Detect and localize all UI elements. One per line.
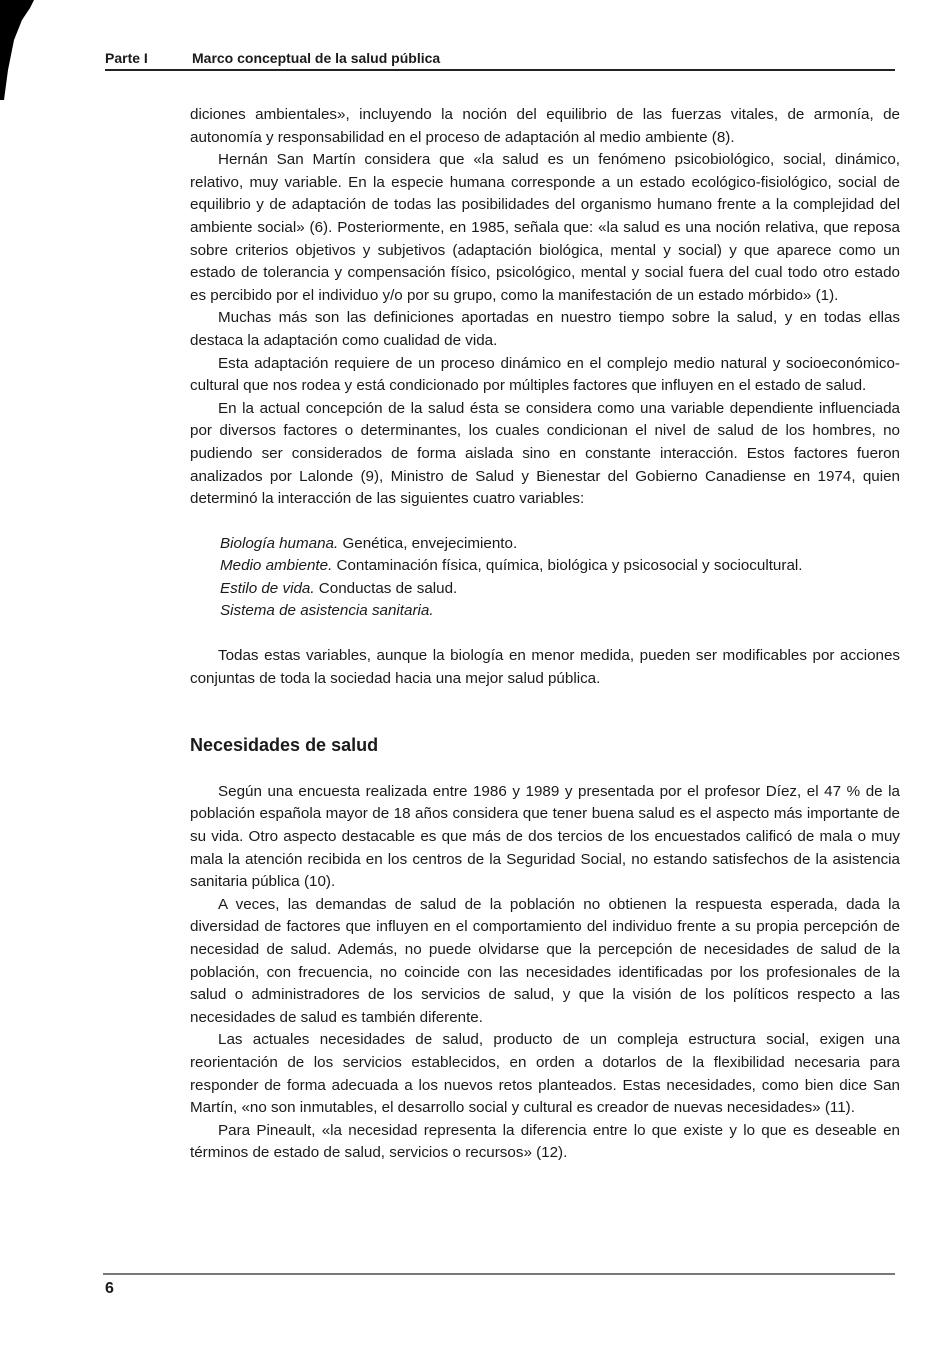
footer-rule bbox=[103, 1273, 895, 1275]
list-item: Biología humana. Genética, envejecimiento. bbox=[220, 534, 518, 552]
list-item: Sistema de asistencia sanitaria. bbox=[220, 602, 434, 620]
page-body bbox=[190, 104, 900, 1165]
chapter-title: Marco conceptual de la salud pública bbox=[192, 50, 441, 66]
paragraph: Las actuales necesidades de salud, producto de un compleja estructura social, exigen una reorientación de los servicios establecidos, en orden a dotarlos de la flexibilidad necesaria para responder de forma adecuada a los nuevos retos planteados. Estas necesidades, como bien dice San Martín, «no son inmutables, el desarrollo social y cultural es creador de nuevas necesidades» (11). bbox=[190, 1031, 900, 1117]
header-rule bbox=[105, 69, 895, 71]
paragraph: diciones ambientales», incluyendo la noción del equilibrio de las fuerzas vitales, de armonía, de autonomía y responsabilidad en el proceso de adaptación al medio ambiente (8). bbox=[190, 106, 900, 146]
part-label: Parte I bbox=[105, 50, 148, 66]
paragraph: Todas estas variables, aunque la biología en menor medida, pueden ser modificables por acciones conjuntas de toda la sociedad hacia una mejor salud pública. bbox=[190, 647, 900, 687]
paragraph: En la actual concepción de la salud ésta se considera como una variable dependiente influenciada por diversos factores o determinantes, los cuales condicionan el nivel de salud de los hombres, no pudiendo ser considerados de forma aislada sino en constante interacción. Estos factores fueron analizados por Lalonde (9), Ministro de Salud y Bienestar del Gobierno Canadiense en 1974, quien determinó la interacción de las siguientes cuatro variables: bbox=[190, 399, 900, 508]
list-item: Medio ambiente. Contaminación física, química, biológica y psicosocial y sociocultural. bbox=[220, 557, 803, 575]
page-number: 6 bbox=[105, 1280, 114, 1297]
section-heading: Necesidades de salud bbox=[190, 735, 379, 756]
paragraph: A veces, las demandas de salud de la población no obtienen la respuesta esperada, dada la diversidad de factores que influyen en el comportamiento del individuo frente a su propia percepción de necesidad de salud. Además, no puede olvidarse que la percepción de necesidades de salud de la población, con frecuencia, no coincide con las necesidades identificadas por los profesionales de la salud o administradores de los servicios de salud, y que la visión de los políticos respecto a las necesidades de salud es también diferente. bbox=[190, 895, 900, 1026]
paragraph: Según una encuesta realizada entre 1986 y 1989 y presentada por el profesor Díez, el 47 % de la población española mayor de 18 años considera que tener buena salud es el aspecto más importante de su vida. Otro aspecto destacable es que más de dos tercios de los encuestados calificó de mala o muy mala la atención recibida en los centros de la Seguridad Social, no estando satisfechos de la asistencia sanitaria pública (10). bbox=[190, 782, 900, 891]
paragraph: Muchas más son las definiciones aportadas en nuestro tiempo sobre la salud, y en todas ellas destaca la adaptación como cualidad de vida. bbox=[190, 309, 900, 349]
running-header bbox=[105, 50, 895, 70]
variables-list bbox=[190, 533, 900, 623]
paragraph: Hernán San Martín considera que «la salud es un fenómeno psicobiológico, social, dinámico, relativo, muy variable. En la especie humana corresponde a un estado ecológico-fisiológico, social de equilibrio y de adaptación de todas las posibilidades del organismo humano frente a la complejidad del ambiente social» (6). Posteriormente, en 1985, señala que: «la salud es una noción relativa, que reposa sobre criterios objetivos y subjetivos (adaptación biológica, mental y social) y que aparece como un estado de tolerancia y compensación físico, psicológico, mental y social fuera del cual todo otro estado es percibido por el individuo y/o por su grupo, como la manifestación de un estado mórbido» (1). bbox=[190, 151, 900, 304]
paragraph: Para Pineault, «la necesidad representa la diferencia entre lo que existe y lo que es deseable en términos de estado de salud, servicios o recursos» (12). bbox=[190, 1121, 900, 1162]
list-item: Estilo de vida. Conductas de salud. bbox=[220, 579, 458, 597]
scan-corner-mark bbox=[0, 0, 34, 100]
paragraph: Esta adaptación requiere de un proceso dinámico en el complejo medio natural y socioeconómico-cultural que nos rodea y está condicionado por múltiples factores que influyen en el estado de salud. bbox=[190, 354, 900, 395]
